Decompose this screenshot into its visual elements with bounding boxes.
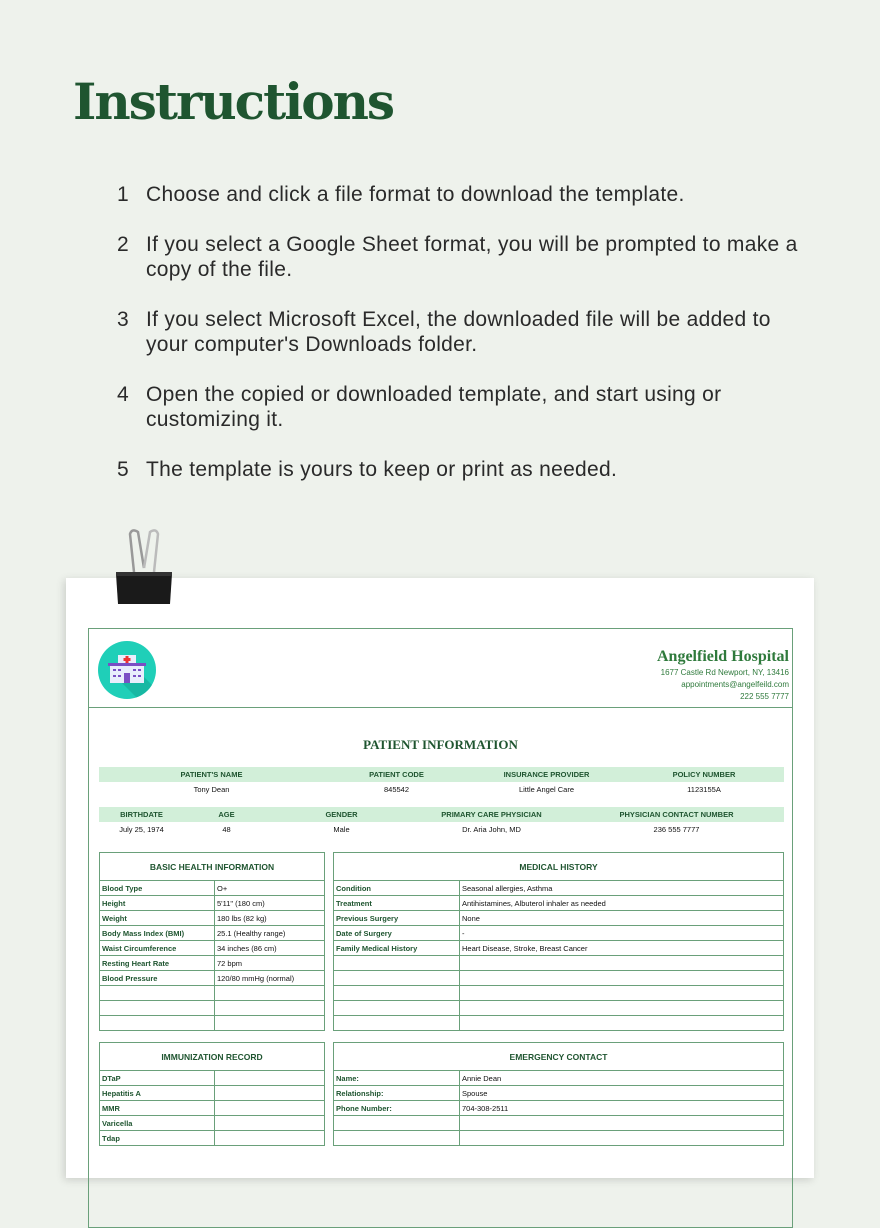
field-label: BIRTHDATE xyxy=(99,807,184,822)
field-value: Dr. Aria John, MD xyxy=(462,825,521,834)
section-title: IMMUNIZATION RECORD xyxy=(100,1043,325,1071)
form-title: PATIENT INFORMATION xyxy=(363,737,518,752)
field-value: Male xyxy=(333,825,350,834)
field-value: July 25, 1974 xyxy=(119,825,164,834)
section-title: EMERGENCY CONTACT xyxy=(334,1043,784,1071)
table-row xyxy=(100,941,325,956)
row-value xyxy=(460,971,784,986)
table-row xyxy=(100,926,325,941)
row-label: Body Mass Index (BMI) xyxy=(100,926,215,941)
header-divider xyxy=(89,707,792,708)
table-row xyxy=(100,881,325,896)
row-label: Date of Surgery xyxy=(334,926,460,941)
row-label xyxy=(100,1001,215,1016)
table-row xyxy=(334,1001,784,1016)
table-row xyxy=(100,1101,325,1116)
patient-info-row-2 xyxy=(99,807,784,838)
row-label xyxy=(334,1116,460,1131)
step-text: Open the copied or downloaded template, and start using or customizing it. xyxy=(146,383,722,431)
row-value: 72 bpm xyxy=(215,956,325,971)
patient-info-row-1 xyxy=(99,767,784,798)
row-value xyxy=(215,1116,325,1131)
instruction-step xyxy=(117,382,817,432)
instruction-step xyxy=(117,232,817,282)
row-value xyxy=(460,986,784,1001)
row-value xyxy=(215,986,325,1001)
row-value xyxy=(460,1131,784,1146)
table-row xyxy=(334,896,784,911)
row-label: Resting Heart Rate xyxy=(100,956,215,971)
row-value xyxy=(460,956,784,971)
table-row xyxy=(100,1001,325,1016)
row-label: Blood Type xyxy=(100,881,215,896)
field-value: 236 555 7777 xyxy=(653,825,700,834)
form-frame xyxy=(88,628,793,1228)
step-number: 4 xyxy=(117,383,129,406)
row-label: DTaP xyxy=(100,1071,215,1086)
row-label: Tdap xyxy=(100,1131,215,1146)
row-value: 25.1 (Healthy range) xyxy=(215,926,325,941)
row-label: Condition xyxy=(334,881,460,896)
row-value xyxy=(215,1101,325,1116)
table-row xyxy=(100,1071,325,1086)
row-label: Blood Pressure xyxy=(100,971,215,986)
instruction-step xyxy=(117,457,817,482)
immunization-table xyxy=(99,1042,325,1146)
row-value: Seasonal allergies, Asthma xyxy=(460,881,784,896)
section-title: BASIC HEALTH INFORMATION xyxy=(100,853,325,881)
instruction-step xyxy=(117,307,817,357)
row-value: 704-308-2511 xyxy=(460,1101,784,1116)
table-row xyxy=(100,896,325,911)
table-row xyxy=(334,881,784,896)
row-label: Weight xyxy=(100,911,215,926)
hospital-email: appointments@angelfeild.com xyxy=(681,680,789,689)
row-label xyxy=(334,986,460,1001)
section-title: MEDICAL HISTORY xyxy=(334,853,784,881)
field-label: PRIMARY CARE PHYSICIAN xyxy=(414,807,569,822)
row-value xyxy=(215,1016,325,1031)
table-row xyxy=(334,1086,784,1101)
step-text: If you select a Google Sheet format, you will be prompted to make a copy of the file. xyxy=(146,233,798,281)
step-number: 2 xyxy=(117,233,129,256)
row-value xyxy=(215,1086,325,1101)
field-label: PHYSICIAN CONTACT NUMBER xyxy=(569,807,784,822)
page-title: Instructions xyxy=(73,72,394,131)
row-value xyxy=(460,1001,784,1016)
row-value: Spouse xyxy=(460,1086,784,1101)
table-row xyxy=(100,1086,325,1101)
step-number: 1 xyxy=(117,183,129,206)
field-label: POLICY NUMBER xyxy=(624,767,784,782)
step-text: The template is yours to keep or print as needed. xyxy=(146,458,618,481)
row-label xyxy=(100,986,215,1001)
step-text: Choose and click a file format to download the template. xyxy=(146,183,685,206)
field-label: GENDER xyxy=(269,807,414,822)
row-value xyxy=(215,1131,325,1146)
row-label: MMR xyxy=(100,1101,215,1116)
row-value xyxy=(460,1116,784,1131)
table-row xyxy=(100,911,325,926)
field-value: 845542 xyxy=(383,785,410,794)
table-row xyxy=(100,1116,325,1131)
row-value xyxy=(460,1016,784,1031)
row-label xyxy=(334,1016,460,1031)
table-row xyxy=(334,1071,784,1086)
table-row xyxy=(100,956,325,971)
template-preview xyxy=(66,578,814,1178)
row-label xyxy=(334,1001,460,1016)
field-label: INSURANCE PROVIDER xyxy=(469,767,624,782)
table-row xyxy=(100,971,325,986)
step-text: If you select Microsoft Excel, the downloaded file will be added to your computer's Downloads folder. xyxy=(146,308,771,356)
row-value: - xyxy=(460,926,784,941)
row-label: Relationship: xyxy=(334,1086,460,1101)
table-row xyxy=(334,971,784,986)
table-row xyxy=(334,926,784,941)
binder-clip-icon xyxy=(112,528,176,608)
row-label xyxy=(334,971,460,986)
medical-history-table xyxy=(333,852,784,1031)
table-row xyxy=(334,1131,784,1146)
table-row xyxy=(334,986,784,1001)
row-value: Annie Dean xyxy=(460,1071,784,1086)
hospital-address: 1677 Castle Rd Newport, NY, 13416 xyxy=(660,668,789,677)
table-row xyxy=(100,986,325,1001)
field-label: PATIENT'S NAME xyxy=(99,767,324,782)
row-value: 5'11" (180 cm) xyxy=(215,896,325,911)
row-label: Family Medical History xyxy=(334,941,460,956)
row-label xyxy=(100,1016,215,1031)
row-label xyxy=(334,1131,460,1146)
field-value: 1123155A xyxy=(687,785,721,794)
step-number: 3 xyxy=(117,308,129,331)
row-label: Previous Surgery xyxy=(334,911,460,926)
table-row xyxy=(100,1131,325,1146)
hospital-logo-icon xyxy=(98,641,156,699)
instruction-step xyxy=(117,182,817,207)
table-row xyxy=(334,1116,784,1131)
table-row xyxy=(334,911,784,926)
emergency-contact-table xyxy=(333,1042,784,1146)
row-label: Phone Number: xyxy=(334,1101,460,1116)
table-row xyxy=(334,1101,784,1116)
field-value: Little Angel Care xyxy=(518,785,575,794)
row-value: O+ xyxy=(215,881,325,896)
row-value: None xyxy=(460,911,784,926)
field-label: AGE xyxy=(184,807,269,822)
row-label: Name: xyxy=(334,1071,460,1086)
row-label xyxy=(334,956,460,971)
row-value xyxy=(215,1071,325,1086)
row-value: 180 lbs (82 kg) xyxy=(215,911,325,926)
field-label: PATIENT CODE xyxy=(324,767,469,782)
row-label: Waist Circumference xyxy=(100,941,215,956)
field-value: Tony Dean xyxy=(193,785,230,794)
hospital-info xyxy=(657,647,789,703)
hospital-phone: 222 555 7777 xyxy=(740,692,789,701)
table-row xyxy=(334,1016,784,1031)
step-number: 5 xyxy=(117,458,129,481)
instruction-list xyxy=(117,182,817,507)
row-label: Hepatitis A xyxy=(100,1086,215,1101)
row-value: 34 inches (86 cm) xyxy=(215,941,325,956)
table-row xyxy=(334,941,784,956)
row-value: Antihistamines, Albuterol inhaler as needed xyxy=(460,896,784,911)
hospital-name: Angelfield Hospital xyxy=(656,648,789,665)
basic-health-table xyxy=(99,852,325,1031)
table-row xyxy=(100,1016,325,1031)
row-label: Height xyxy=(100,896,215,911)
row-value: Heart Disease, Stroke, Breast Cancer xyxy=(460,941,784,956)
row-value: 120/80 mmHg (normal) xyxy=(215,971,325,986)
row-value xyxy=(215,1001,325,1016)
row-label: Varicella xyxy=(100,1116,215,1131)
table-row xyxy=(334,956,784,971)
field-value: 48 xyxy=(222,825,231,834)
row-label: Treatment xyxy=(334,896,460,911)
